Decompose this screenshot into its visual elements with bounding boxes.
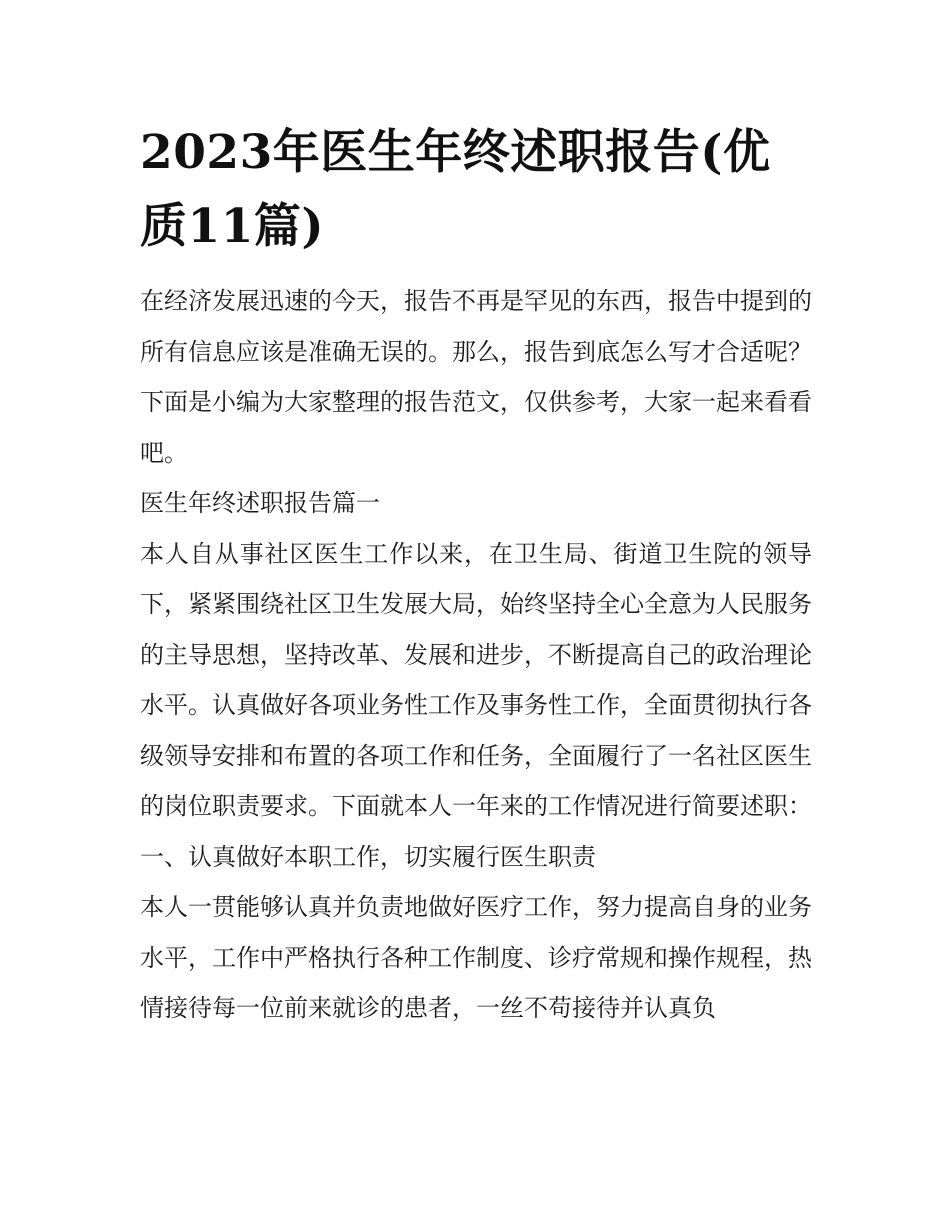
body-paragraph: 本人一贯能够认真并负责地做好医疗工作，努力提高自身的业务水平，工作中严格执行各种工作制度、诊疗常规和操作规程，热情接待每一位前来就诊的患者，一丝不苟接待并认真负 bbox=[140, 893, 812, 1022]
document-body bbox=[140, 276, 812, 1034]
subsection-heading: 一、认真做好本职工作，切实履行医生职责 bbox=[140, 842, 596, 871]
body-paragraph: 本人自从事社区医生工作以来，在卫生局、街道卫生院的领导下，紧紧围绕社区卫生发展大局，始终坚持全心全意为人民服务的主导思想，坚持改革、发展和进步，不断提高自己的政治理论水平。认真做好各项业务性工作及事务性工作，全面贯彻执行各级领导安排和布置的各项工作和任务，全面履行了一名社区医生的岗位职责要求。下面就本人一年来的工作情况进行简要述职： bbox=[140, 539, 812, 820]
intro-paragraph: 在经济发展迅速的今天，报告不再是罕见的东西，报告中提到的所有信息应该是准确无误的。那么，报告到底怎么写才合适呢？下面是小编为大家整理的报告范文，仅供参考，大家一起来看看吧。 bbox=[140, 287, 812, 467]
section-heading: 医生年终述职报告篇一 bbox=[140, 489, 380, 517]
document-page bbox=[140, 116, 812, 1034]
document-title: 2023年医生年终述职报告(优质11篇) bbox=[140, 125, 771, 254]
